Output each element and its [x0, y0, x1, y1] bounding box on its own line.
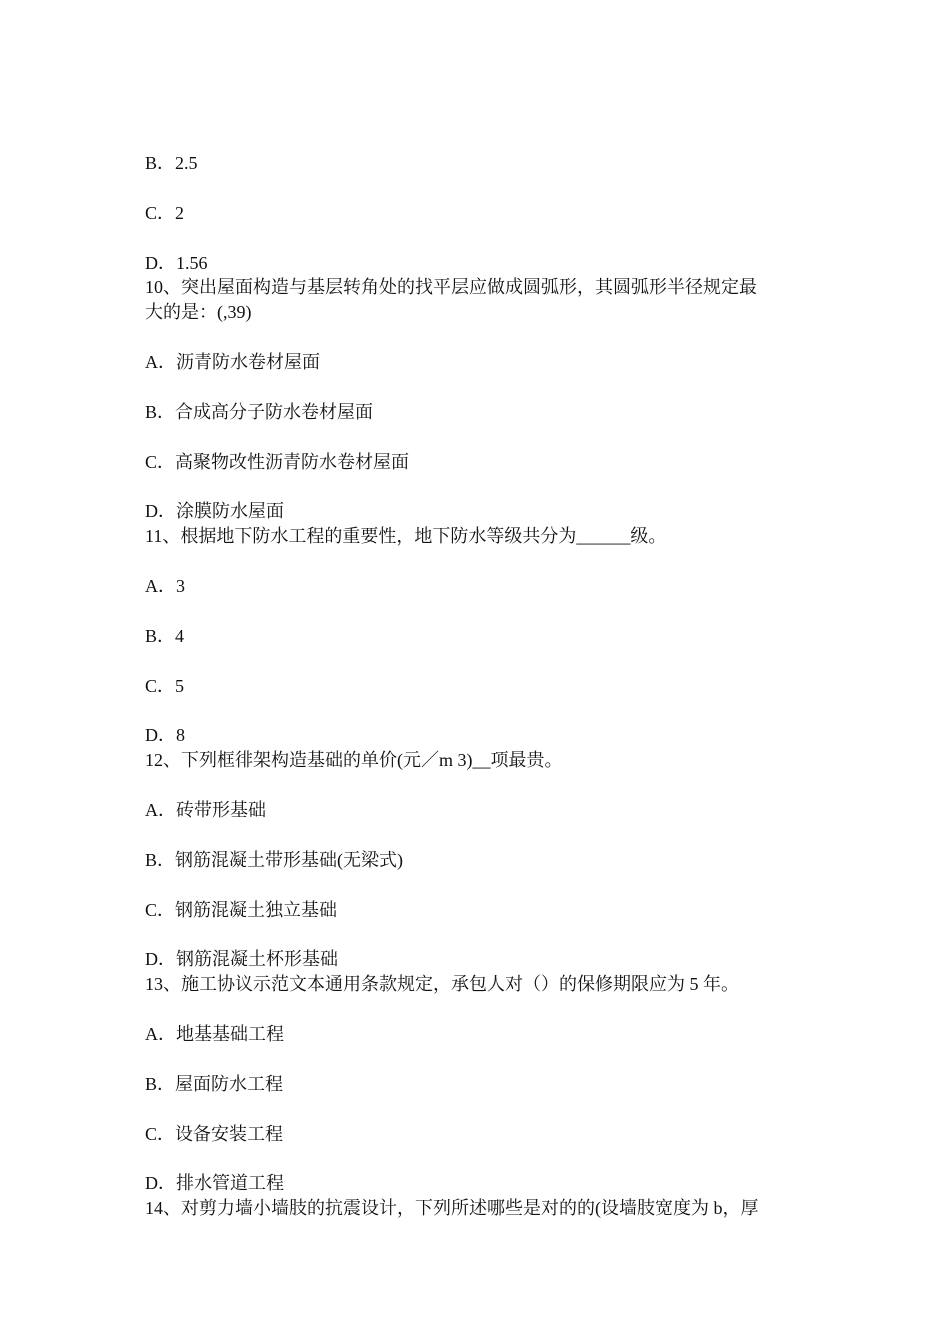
question-12: 12、下列框徘架构造基础的单价(元／m 3)__项最贵。: [145, 750, 563, 770]
option-b-line: B．2.5: [145, 153, 198, 173]
q13-option-a: A．地基基础工程: [145, 1024, 284, 1044]
question-10-line-2: 大的是：(,39): [145, 302, 252, 322]
q12-option-a: A．砖带形基础: [145, 800, 266, 820]
q12-option-d: D．钢筋混凝土杯形基础: [145, 949, 338, 969]
q10-option-d: D．涂膜防水屋面: [145, 501, 284, 521]
question-10-line-1: 10、突出屋面构造与基层转角处的找平层应做成圆弧形，其圆弧形半径规定最: [145, 277, 757, 297]
q12-option-c: C．钢筋混凝土独立基础: [145, 900, 338, 920]
q11-option-b: B．4: [145, 626, 185, 646]
q13-option-b: B．屋面防水工程: [145, 1074, 284, 1094]
question-13: 13、施工协议示范文本通用条款规定，承包人对（）的保修期限应为 5 年。: [145, 974, 739, 994]
question-14: 14、对剪力墙小墙肢的抗震设计，下列所述哪些是对的的(设墙肢宽度为 b，厚: [145, 1198, 759, 1218]
q11-option-d: D．8: [145, 725, 185, 745]
q10-option-a: A．沥青防水卷材屋面: [145, 352, 320, 372]
q10-option-c: C．高聚物改性沥青防水卷材屋面: [145, 452, 410, 472]
q11-option-c: C．5: [145, 676, 185, 696]
q13-option-c: C．设备安装工程: [145, 1124, 284, 1144]
q11-option-a: A．3: [145, 576, 185, 596]
question-11: 11、根据地下防水工程的重要性，地下防水等级共分为______级。: [145, 526, 667, 546]
q13-option-d: D．排水管道工程: [145, 1173, 284, 1193]
option-d-line: D．1.56: [145, 253, 208, 273]
q10-option-b: B．合成高分子防水卷材屋面: [145, 402, 374, 422]
option-c-line: C．2: [145, 203, 185, 223]
q12-option-b: B．钢筋混凝土带形基础(无梁式): [145, 850, 403, 870]
